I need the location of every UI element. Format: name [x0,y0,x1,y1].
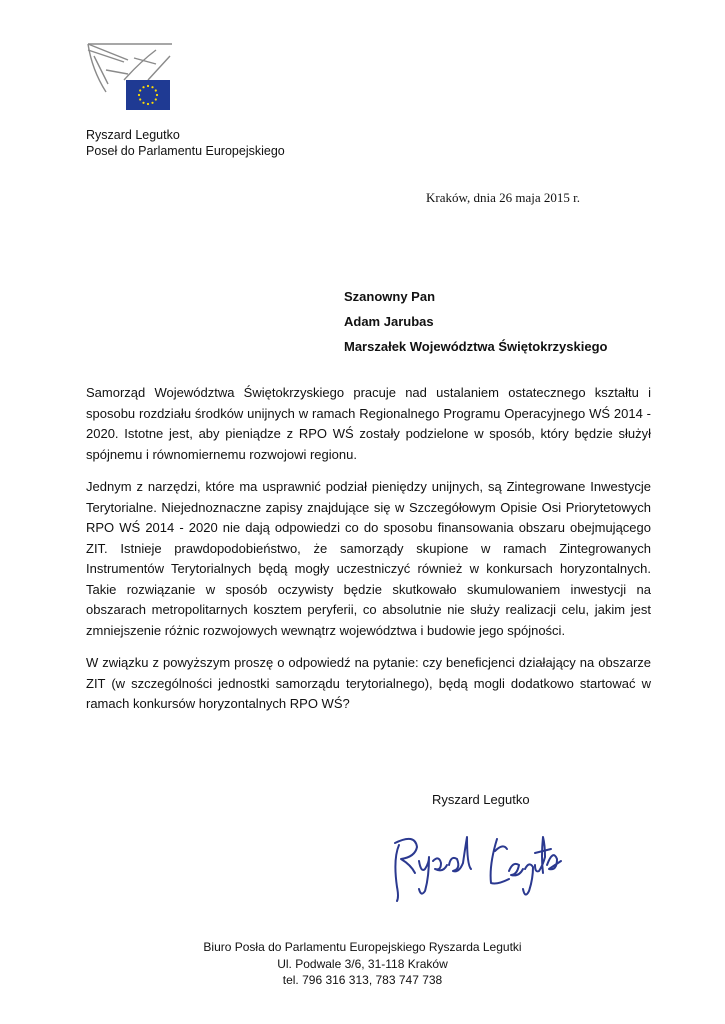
footer-block [0,939,725,989]
letter-body [86,383,651,727]
european-parliament-logo-icon [84,40,176,120]
addressee-position: Marszałek Województwa Świętokrzyskiego [344,339,608,354]
footer-phone: tel. 796 316 313, 783 747 738 [282,973,443,987]
date-line: Kraków, dnia 26 maja 2015 r. [426,190,581,205]
addressee-salutation: Szanowny Pan [344,289,436,304]
handwritten-signature [385,825,565,905]
sender-title: Poseł do Parlamentu Europejskiego [86,144,285,158]
addressee-block [344,284,607,359]
paragraph-1: Samorząd Województwa Świętokrzyskiego pracuje nad ustalaniem ostatecznego kształtu i sposobu rozdziału środków unijnych w ramach Regionalnego Programu Operacyjnego WŚ 2014 - 2020. Istotne jest, aby pieniądze z RPO WŚ zostały podzielone w sposób, który będzie służył spójnemu i równomiernemu rozwojowi regionu. [86,385,651,462]
footer-address: Ul. Podwale 3/6, 31-118 Kraków [277,956,448,971]
paragraph-3: W związku z powyższym proszę o odpowiedź na pytanie: czy beneficjenci działający na obszarze ZIT (w szczególności jednostki samorządu terytorialnego), będą mogli dodatkowo startować w ramach konkursów horyzontalnych RPO WŚ? [86,655,651,711]
paragraph-2: Jednym z narzędzi, które ma usprawnić podział pieniędzy unijnych, są Zintegrowane Inwestycje Terytorialne. Niejednoznaczne zapisy znajdujące się w Szczegółowym Opisie Osi Priorytetowych RPO WŚ 2014 - 2020 nie dają odpowiedzi co do sposobu finansowania obszaru obejmującego ZIT. Istnieje prawdopodobieństwo, że samorządy skupione w ramach Zintegrowanych Instrumentów Terytorialnych będą mogły uczestniczyć również w konkursach horyzontalnych. Takie rozwiązanie w sposób oczywisty będzie skutkowało skumulowaniem inwestycji na obszarach metropolitarnych kosztem peryferii, co absolutnie nie służy realizacji celu, jakim jest zmniejszenie różnic rozwojowych wewnątrz województwa i budowie jego spójności. [86,479,651,638]
addressee-name: Adam Jarubas [344,314,434,329]
footer-office: Biuro Posła do Parlamentu Europejskiego Ryszarda Legutki [203,940,522,954]
sender-block [86,127,285,159]
sender-name: Ryszard Legutko [86,128,180,142]
closing-name: Ryszard Legutko [432,792,530,807]
